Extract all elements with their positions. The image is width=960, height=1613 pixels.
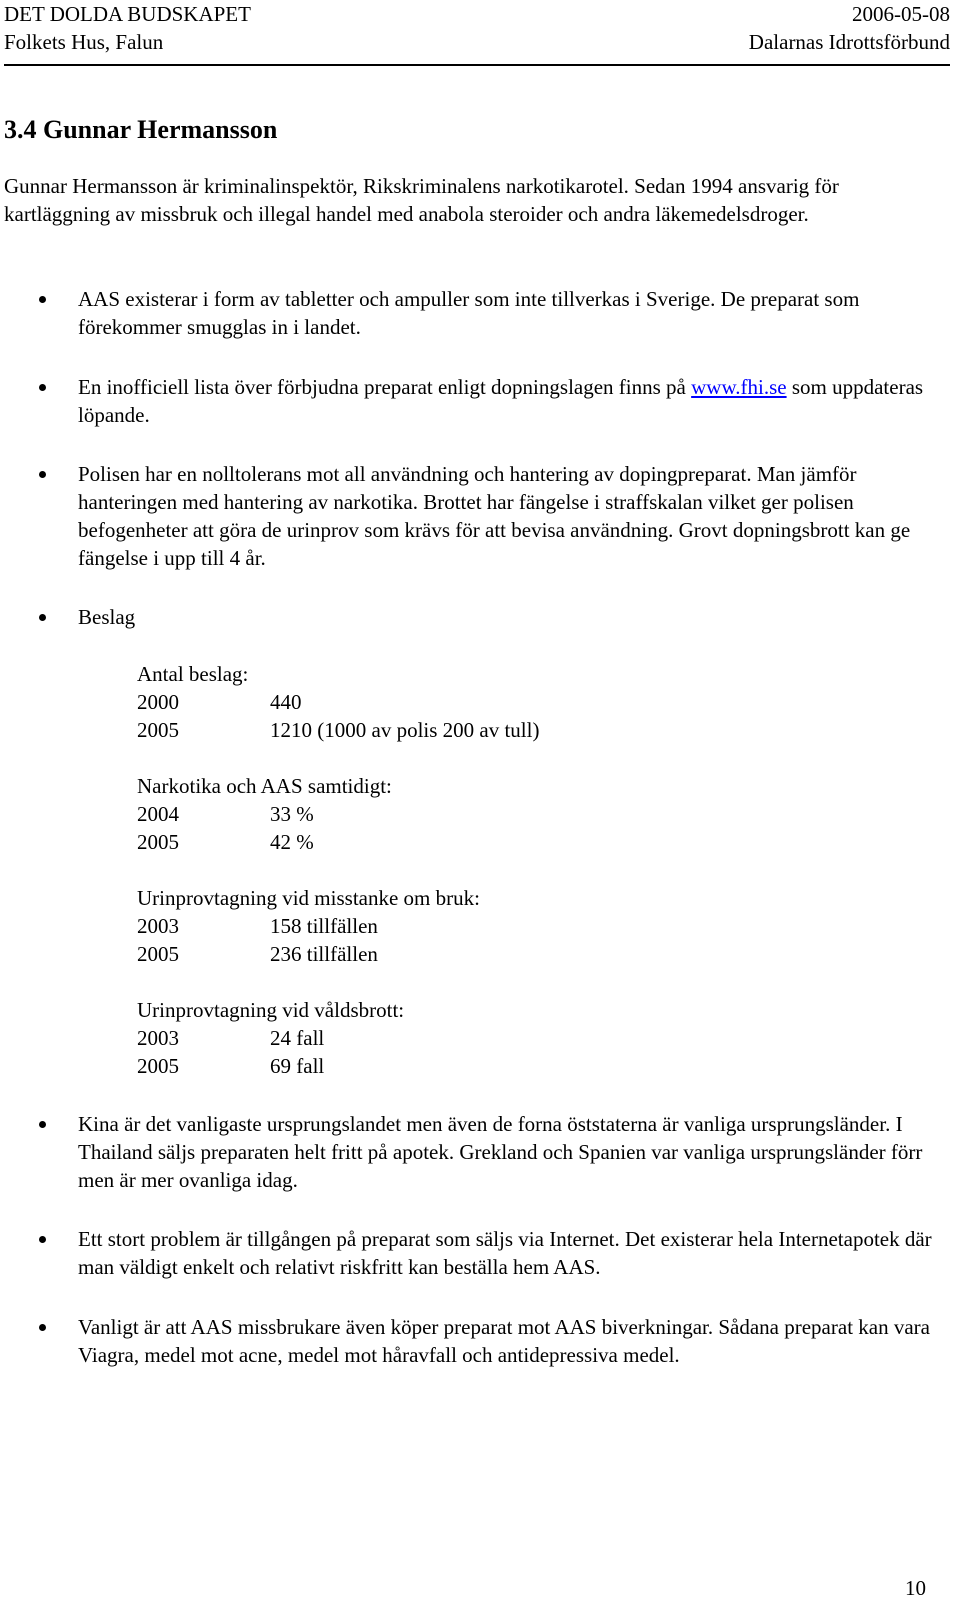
- bullet-text-after-link: som uppdateras löpande.: [78, 375, 924, 427]
- stat-year: 2005: [137, 718, 179, 742]
- stat-heading: Narkotika och AAS samtidigt:: [137, 774, 392, 798]
- stat-heading: Antal beslag:: [137, 662, 249, 686]
- bullet-text: Vanligt är att AAS missbrukare även köper preparat mot AAS biverkningar. Sådana preparat kan vara Viagra, medel mot acne, medel mot håravfall och antidepressiva medel.: [78, 1315, 930, 1367]
- stat-value: 24 fall: [270, 1026, 325, 1050]
- stat-row: [137, 688, 737, 716]
- stat-value: 33 %: [270, 802, 314, 826]
- stat-block-urine-violence: [137, 996, 737, 1080]
- stat-row: [137, 940, 737, 968]
- fhi-link[interactable]: www.fhi.se: [691, 375, 787, 399]
- stat-value: 236 tillfällen: [270, 942, 378, 966]
- bullet-icon: [39, 471, 46, 478]
- intro-paragraph: Gunnar Hermansson är kriminalinspektör, Rikskriminalens narkotikarotel. Sedan 1994 ansvarig för kartläggning av missbruk och illegal handel med anabola steroider och andra läkemedelsdroger.: [4, 174, 839, 226]
- stat-block-seizures: [137, 660, 737, 744]
- stat-value: 69 fall: [270, 1054, 325, 1078]
- stat-year: 2003: [137, 1026, 179, 1050]
- stat-value: 158 tillfällen: [270, 914, 378, 938]
- document-title: DET DOLDA BUDSKAPET: [4, 2, 251, 26]
- header-row-bottom: [4, 28, 950, 56]
- stat-row: [137, 912, 737, 940]
- bullet-text: Beslag: [78, 605, 136, 629]
- stat-row: [137, 828, 737, 856]
- document-date: 2006-05-08: [852, 2, 950, 26]
- stat-row: [137, 1024, 737, 1052]
- stat-heading: Urinprovtagning vid våldsbrott:: [137, 998, 405, 1022]
- stat-value: 440: [270, 690, 302, 714]
- bullet-text-before-link: En inofficiell lista över förbjudna preparat enligt dopningslagen finns på: [78, 375, 692, 399]
- section-title: 3.4 Gunnar Hermansson: [4, 115, 278, 144]
- header-divider: [4, 64, 950, 66]
- header-row-top: [4, 0, 950, 28]
- stat-value: 42 %: [270, 830, 314, 854]
- bullet-icon: [39, 1236, 46, 1243]
- stat-year: 2005: [137, 942, 179, 966]
- stat-block-combined: [137, 772, 737, 856]
- stat-year: 2003: [137, 914, 179, 938]
- stat-year: 2005: [137, 830, 179, 854]
- bullet-icon: [39, 614, 46, 621]
- bullet-icon: [39, 296, 46, 303]
- bullet-text: Kina är det vanligaste ursprungslandet men även de forna öststaterna är vanliga ursprungsländer. I Thailand säljs preparaten helt fritt på apotek. Grekland och Spanien var vanliga ursprungsländer förr men är mer ovanliga idag.: [78, 1112, 923, 1192]
- bullet-text: [78, 373, 938, 429]
- bullet-text: Polisen har en nolltolerans mot all användning och hantering av dopingpreparat. Man jämför hanteringen med hantering av narkotika. Brottet har fängelse i straffskalan vilket ger polisen befogenheter att göra de urinprov som krävs för att bevisa användning. Grovt dopningsbrott kan ge fängelse i upp till 4 år.: [78, 462, 911, 570]
- bullet-text: AAS existerar i form av tabletter och ampuller som inte tillverkas i Sverige. De preparat som förekommer smugglas in i landet.: [78, 287, 860, 339]
- bullet-icon: [39, 1324, 46, 1331]
- stat-heading: Urinprovtagning vid misstanke om bruk:: [137, 886, 480, 910]
- page-number: 10: [905, 1576, 926, 1600]
- stat-block-urine-suspicion: [137, 884, 737, 968]
- bullet-text: Ett stort problem är tillgången på preparat som säljs via Internet. Det existerar hela Internetapotek där man väldigt enkelt och relativt riskfritt kan beställa hem AAS.: [78, 1227, 932, 1279]
- stat-value: 1210 (1000 av polis 200 av tull): [270, 718, 540, 742]
- bullet-icon: [39, 384, 46, 391]
- stat-year: 2005: [137, 1054, 179, 1078]
- page-header: [4, 0, 950, 56]
- stat-row: [137, 716, 737, 744]
- stat-row: [137, 800, 737, 828]
- document-organization: Dalarnas Idrottsförbund: [748, 30, 950, 54]
- stat-year: 2004: [137, 802, 179, 826]
- document-venue: Folkets Hus, Falun: [4, 30, 164, 54]
- bullet-icon: [39, 1121, 46, 1128]
- stat-row: [137, 1052, 737, 1080]
- stat-year: 2000: [137, 690, 179, 714]
